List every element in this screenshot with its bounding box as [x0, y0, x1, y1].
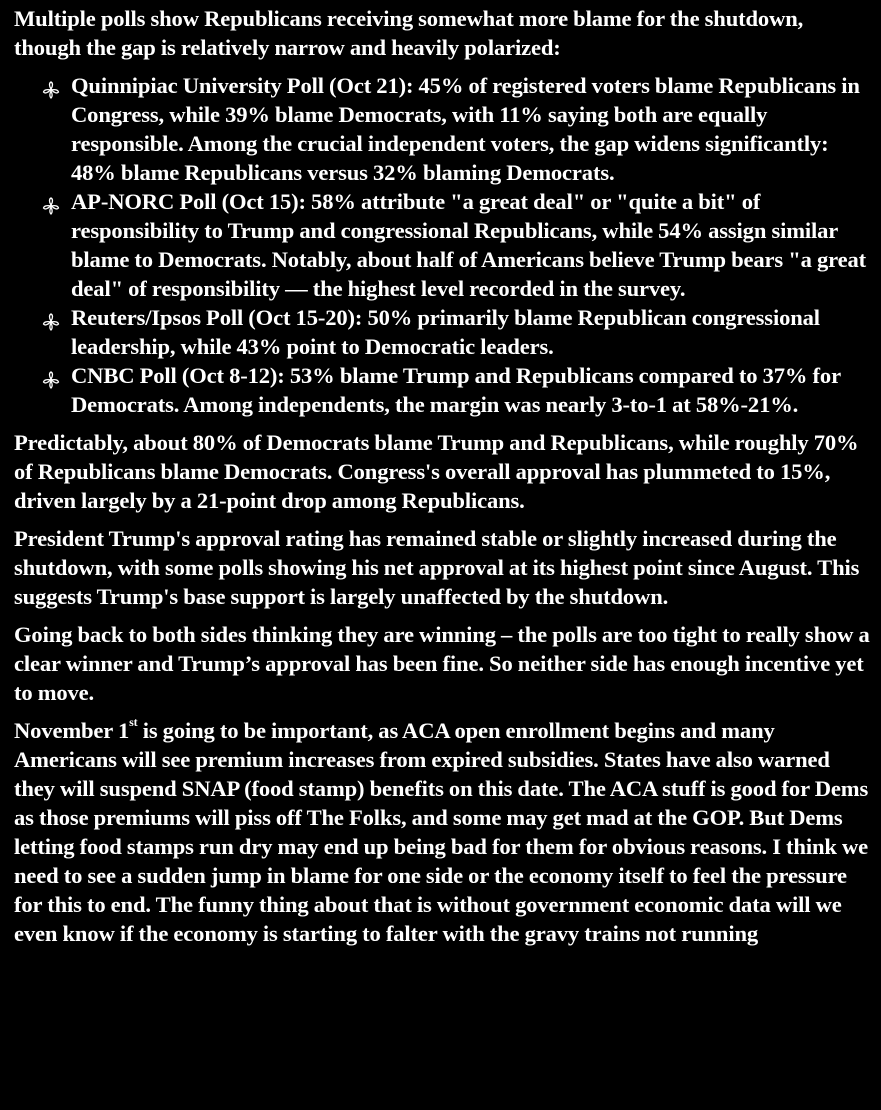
poll-text: CNBC Poll (Oct 8-12): 53% blame Trump and Republicans compared to 37% for Democrats. Among independents, the margin was nearly 3-to-1 at 58%-21%. — [71, 363, 841, 417]
winning-paragraph: Going back to both sides thinking they are winning – the polls are too tight to really show a clear winner and Trump’s approval has been fine. So neither side has enough incentive yet to move. — [14, 622, 870, 705]
poll-item-quinnipiac — [14, 71, 874, 187]
poll-text: Reuters/Ipsos Poll (Oct 15-20): 50% primarily blame Republican congressional leadership, while 43% point to Democratic leaders. — [71, 305, 820, 359]
document-body — [14, 4, 874, 957]
poll-text: Quinnipiac University Poll (Oct 21): 45% of registered voters blame Republicans in Congress, while 39% blame Democrats, with 11% saying both are equally responsible. Among the crucial independent voters, the gap widens significantly: 48% blame Republicans versus 32% blaming Democrats. — [71, 73, 860, 185]
november-paragraph — [14, 716, 874, 948]
poll-item-reuters-ipsos — [14, 303, 874, 361]
november-date: November 1 — [14, 718, 130, 743]
flower-bullet-icon — [42, 77, 60, 95]
approval-paragraph: President Trump's approval rating has remained stable or slightly increased during the shutdown, with some polls showing his net approval at its highest point since August. This suggests Trump's base support is largely unaffected by the shutdown. — [14, 526, 860, 609]
november-text: is going to be important, as ACA open enrollment begins and many Americans will see premium increases from expired subsidies. States have also warned they will suspend SNAP (food stamp) benefits on this date. The ACA stuff is good for Dems as those premiums will piss off The Folks, and some may get mad at the GOP. But Dems letting food stamps run dry may end up being bad for them for obvious reasons. I think we need to see a sudden jump in blame for one side or the economy itself to feel the pressure for this to end. The funny thing about that is without government economic data will we even know if the economy is starting to falter with the gravy trains not running — [14, 718, 869, 946]
flower-bullet-icon — [42, 367, 60, 385]
poll-item-ap-norc — [14, 187, 874, 303]
ordinal-suffix: st — [129, 715, 138, 729]
partisan-paragraph: Predictably, about 80% of Democrats blame Trump and Republicans, while roughly 70% of Republicans blame Democrats. Congress's overall approval has plummeted to 15%, driven largely by a 21-point drop among Republicans. — [14, 430, 859, 513]
intro-paragraph: Multiple polls show Republicans receiving somewhat more blame for the shutdown, though the gap is relatively narrow and heavily polarized: — [14, 6, 804, 60]
flower-bullet-icon — [42, 309, 60, 327]
poll-list — [14, 71, 874, 419]
flower-bullet-icon — [42, 193, 60, 211]
poll-text: AP-NORC Poll (Oct 15): 58% attribute "a great deal" or "quite a bit" of responsibility to Trump and congressional Republicans, while 54% assign similar blame to Democrats. Notably, about half of Americans believe Trump bears "a great deal" of responsibility — the highest level recorded in the survey. — [71, 189, 867, 301]
poll-item-cnbc — [14, 361, 874, 419]
